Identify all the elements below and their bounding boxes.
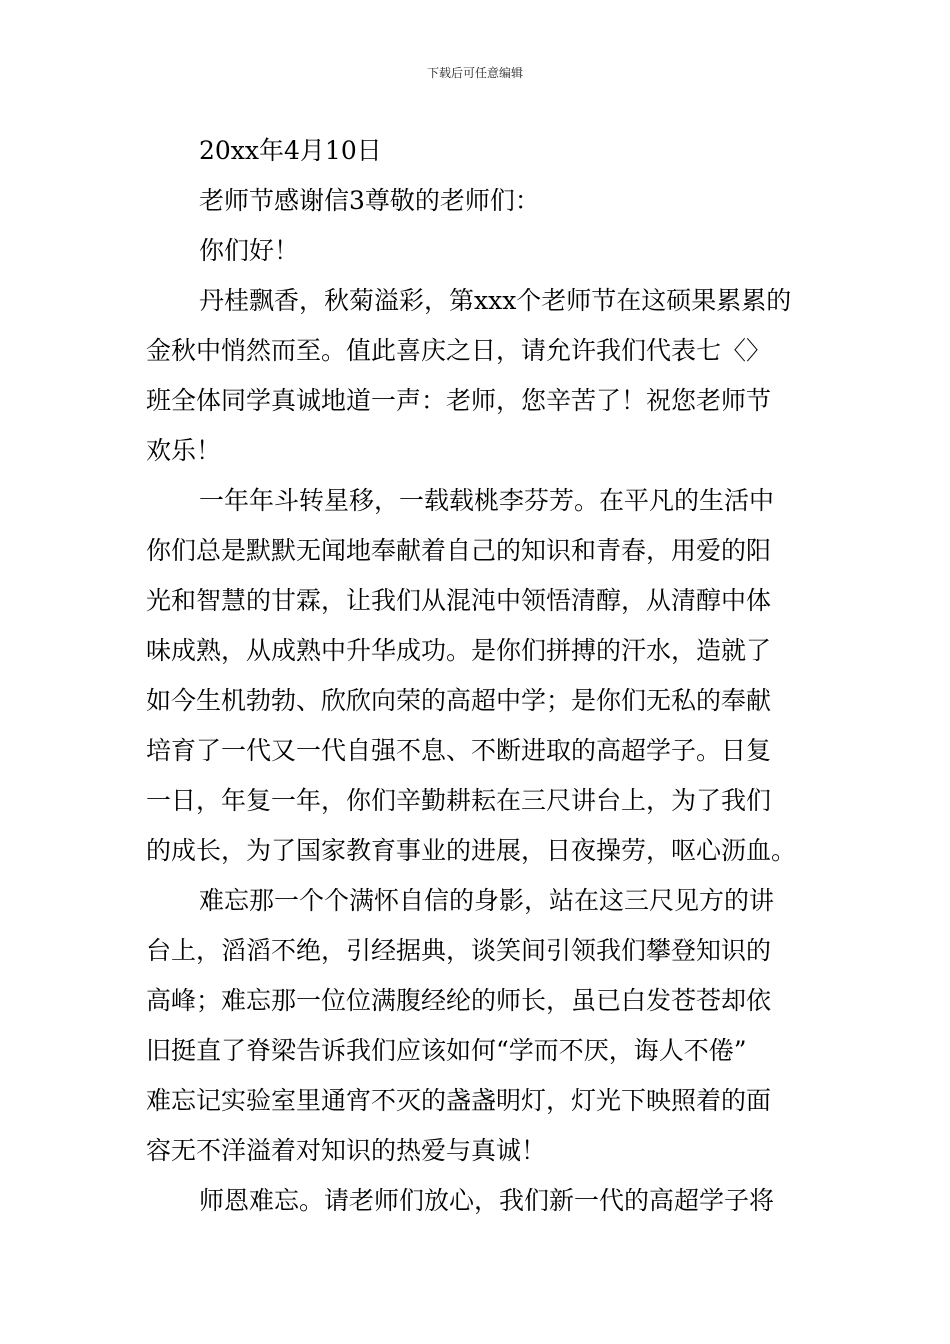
paragraph-line: 容无不洋溢着对知识的热爱与真诚！ (146, 1136, 547, 1165)
paragraph-line: 难忘那一个个满怀自信的身影，站在这三尺见方的讲 (199, 886, 775, 915)
paragraph-line: 班全体同学真诚地道一声：老师，您辛苦了！祝您老师节 (146, 386, 772, 415)
paragraph-line: 师恩难忘。请老师们放心，我们新一代的高超学子将 (199, 1186, 775, 1215)
paragraph-line: 难忘记实验室里通宵不灭的盏盏明灯，灯光下映照着的面 (146, 1086, 772, 1115)
paragraph-line: 一年年斗转星移，一载载桃李芬芳。在平凡的生活中 (199, 486, 775, 515)
header-note: 下载后可任意编辑 (426, 66, 523, 80)
paragraph-line: 的成长，为了国家教育事业的进展，日夜操劳，呕心沥血。 (146, 836, 797, 865)
letter-greeting: 你们好！ (199, 236, 300, 265)
paragraph-line: 台上，滔滔不绝，引经据典，谈笑间引领我们攀登知识的 (146, 936, 772, 965)
paragraph-line: 丹桂飘香，秋菊溢彩，第xxx个老师节在这硕果累累的 (199, 286, 792, 315)
paragraph-line: 一日，年复一年，你们辛勤耕耘在三尺讲台上，为了我们 (146, 786, 772, 815)
paragraph-line: 你们总是默默无闻地奉献着自己的知识和青春，用爱的阳 (146, 536, 772, 565)
paragraph-line: 如今生机勃勃、欣欣向荣的高超中学；是你们无私的奉献 (146, 686, 772, 715)
letter-body (146, 126, 810, 1226)
paragraph-line: 高峰；难忘那一位位满腹经纶的师长，虽已白发苍苍却依 (146, 986, 772, 1015)
paragraph-line: 培育了一代又一代自强不息、不断进取的高超学子。日复 (146, 736, 772, 765)
letter-date: 20xx年4月10日 (199, 136, 382, 165)
paragraph-line: 金秋中悄然而至。值此喜庆之日，请允许我们代表七〈〉 (146, 336, 772, 365)
letter-salutation: 老师节感谢信3尊敬的老师们： (199, 186, 540, 215)
paragraph-line: 旧挺直了脊梁告诉我们应该如何“学而不厌，诲人不倦” (146, 1036, 747, 1065)
paragraph-line: 欢乐！ (146, 436, 222, 465)
paragraph-line: 光和智慧的甘霖，让我们从混沌中领悟清醇，从清醇中体 (146, 586, 772, 615)
paragraph-line: 味成熟，从成熟中升华成功。是你们拼搏的汗水，造就了 (146, 636, 772, 665)
